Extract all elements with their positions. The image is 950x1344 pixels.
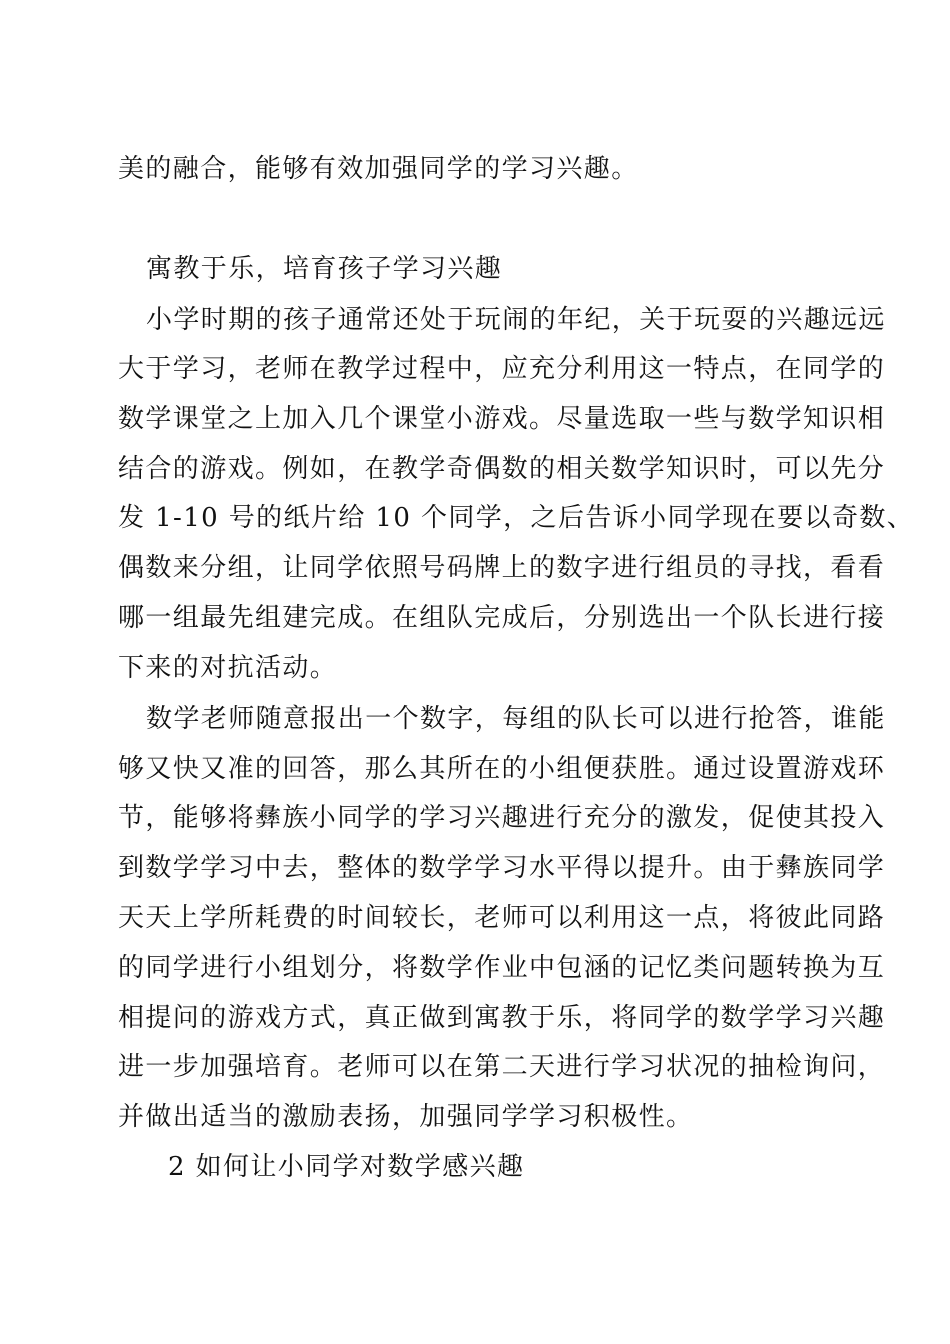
paragraph-line: 大于学习，老师在教学过程中，应充分利用这一特点，在同学的 xyxy=(118,354,886,384)
paragraph-line: 节，能够将彝族小同学的学习兴趣进行充分的激发，促使其投入 xyxy=(118,803,886,833)
paragraph-line: 天天上学所耗费的时间较长，老师可以利用这一点，将彼此同路 xyxy=(118,903,886,933)
paragraph-line: 的同学进行小组划分，将数学作业中包涵的记忆类问题转换为互 xyxy=(118,953,886,983)
paragraph-line: 结合的游戏。例如，在教学奇偶数的相关数学知识时，可以先分 xyxy=(118,454,886,484)
paragraph-line: 够又快又准的回答，那么其所在的小组便获胜。通过设置游戏环 xyxy=(118,754,886,784)
paragraph-line: 偶数来分组，让同学依照号码牌上的数字进行组员的寻找，看看 xyxy=(118,553,886,583)
paragraph-line: 发 1-10 号的纸片给 10 个同学，之后告诉小同学现在要以奇数、 xyxy=(118,503,915,533)
paragraph-line: 数学课堂之上加入几个课堂小游戏。尽量选取一些与数学知识相 xyxy=(118,404,886,434)
intro-tail-text: 美的融合，能够有效加强同学的学习兴趣。 xyxy=(118,154,639,184)
paragraph-line: 数学老师随意报出一个数字，每组的队长可以进行抢答，谁能 xyxy=(146,704,886,734)
paragraph-line: 哪一组最先组建完成。在组队完成后，分别选出一个队长进行接 xyxy=(118,603,886,633)
paragraph-line: 并做出适当的激励表扬，加强同学学习积极性。 xyxy=(118,1102,694,1132)
paragraph-line: 小学时期的孩子通常还处于玩闹的年纪，关于玩耍的兴趣远远 xyxy=(146,305,886,335)
next-section-heading: 2 如何让小同学对数学感兴趣 xyxy=(168,1152,525,1182)
section-heading: 寓教于乐，培育孩子学习兴趣 xyxy=(146,254,503,284)
paragraph-line: 相提问的游戏方式，真正做到寓教于乐，将同学的数学学习兴趣 xyxy=(118,1003,886,1033)
paragraph-line: 进一步加强培育。老师可以在第二天进行学习状况的抽检询问， xyxy=(118,1052,886,1082)
paragraph-line: 到数学学习中去，整体的数学学习水平得以提升。由于彝族同学 xyxy=(118,853,886,883)
paragraph-line: 下来的对抗活动。 xyxy=(118,653,338,683)
